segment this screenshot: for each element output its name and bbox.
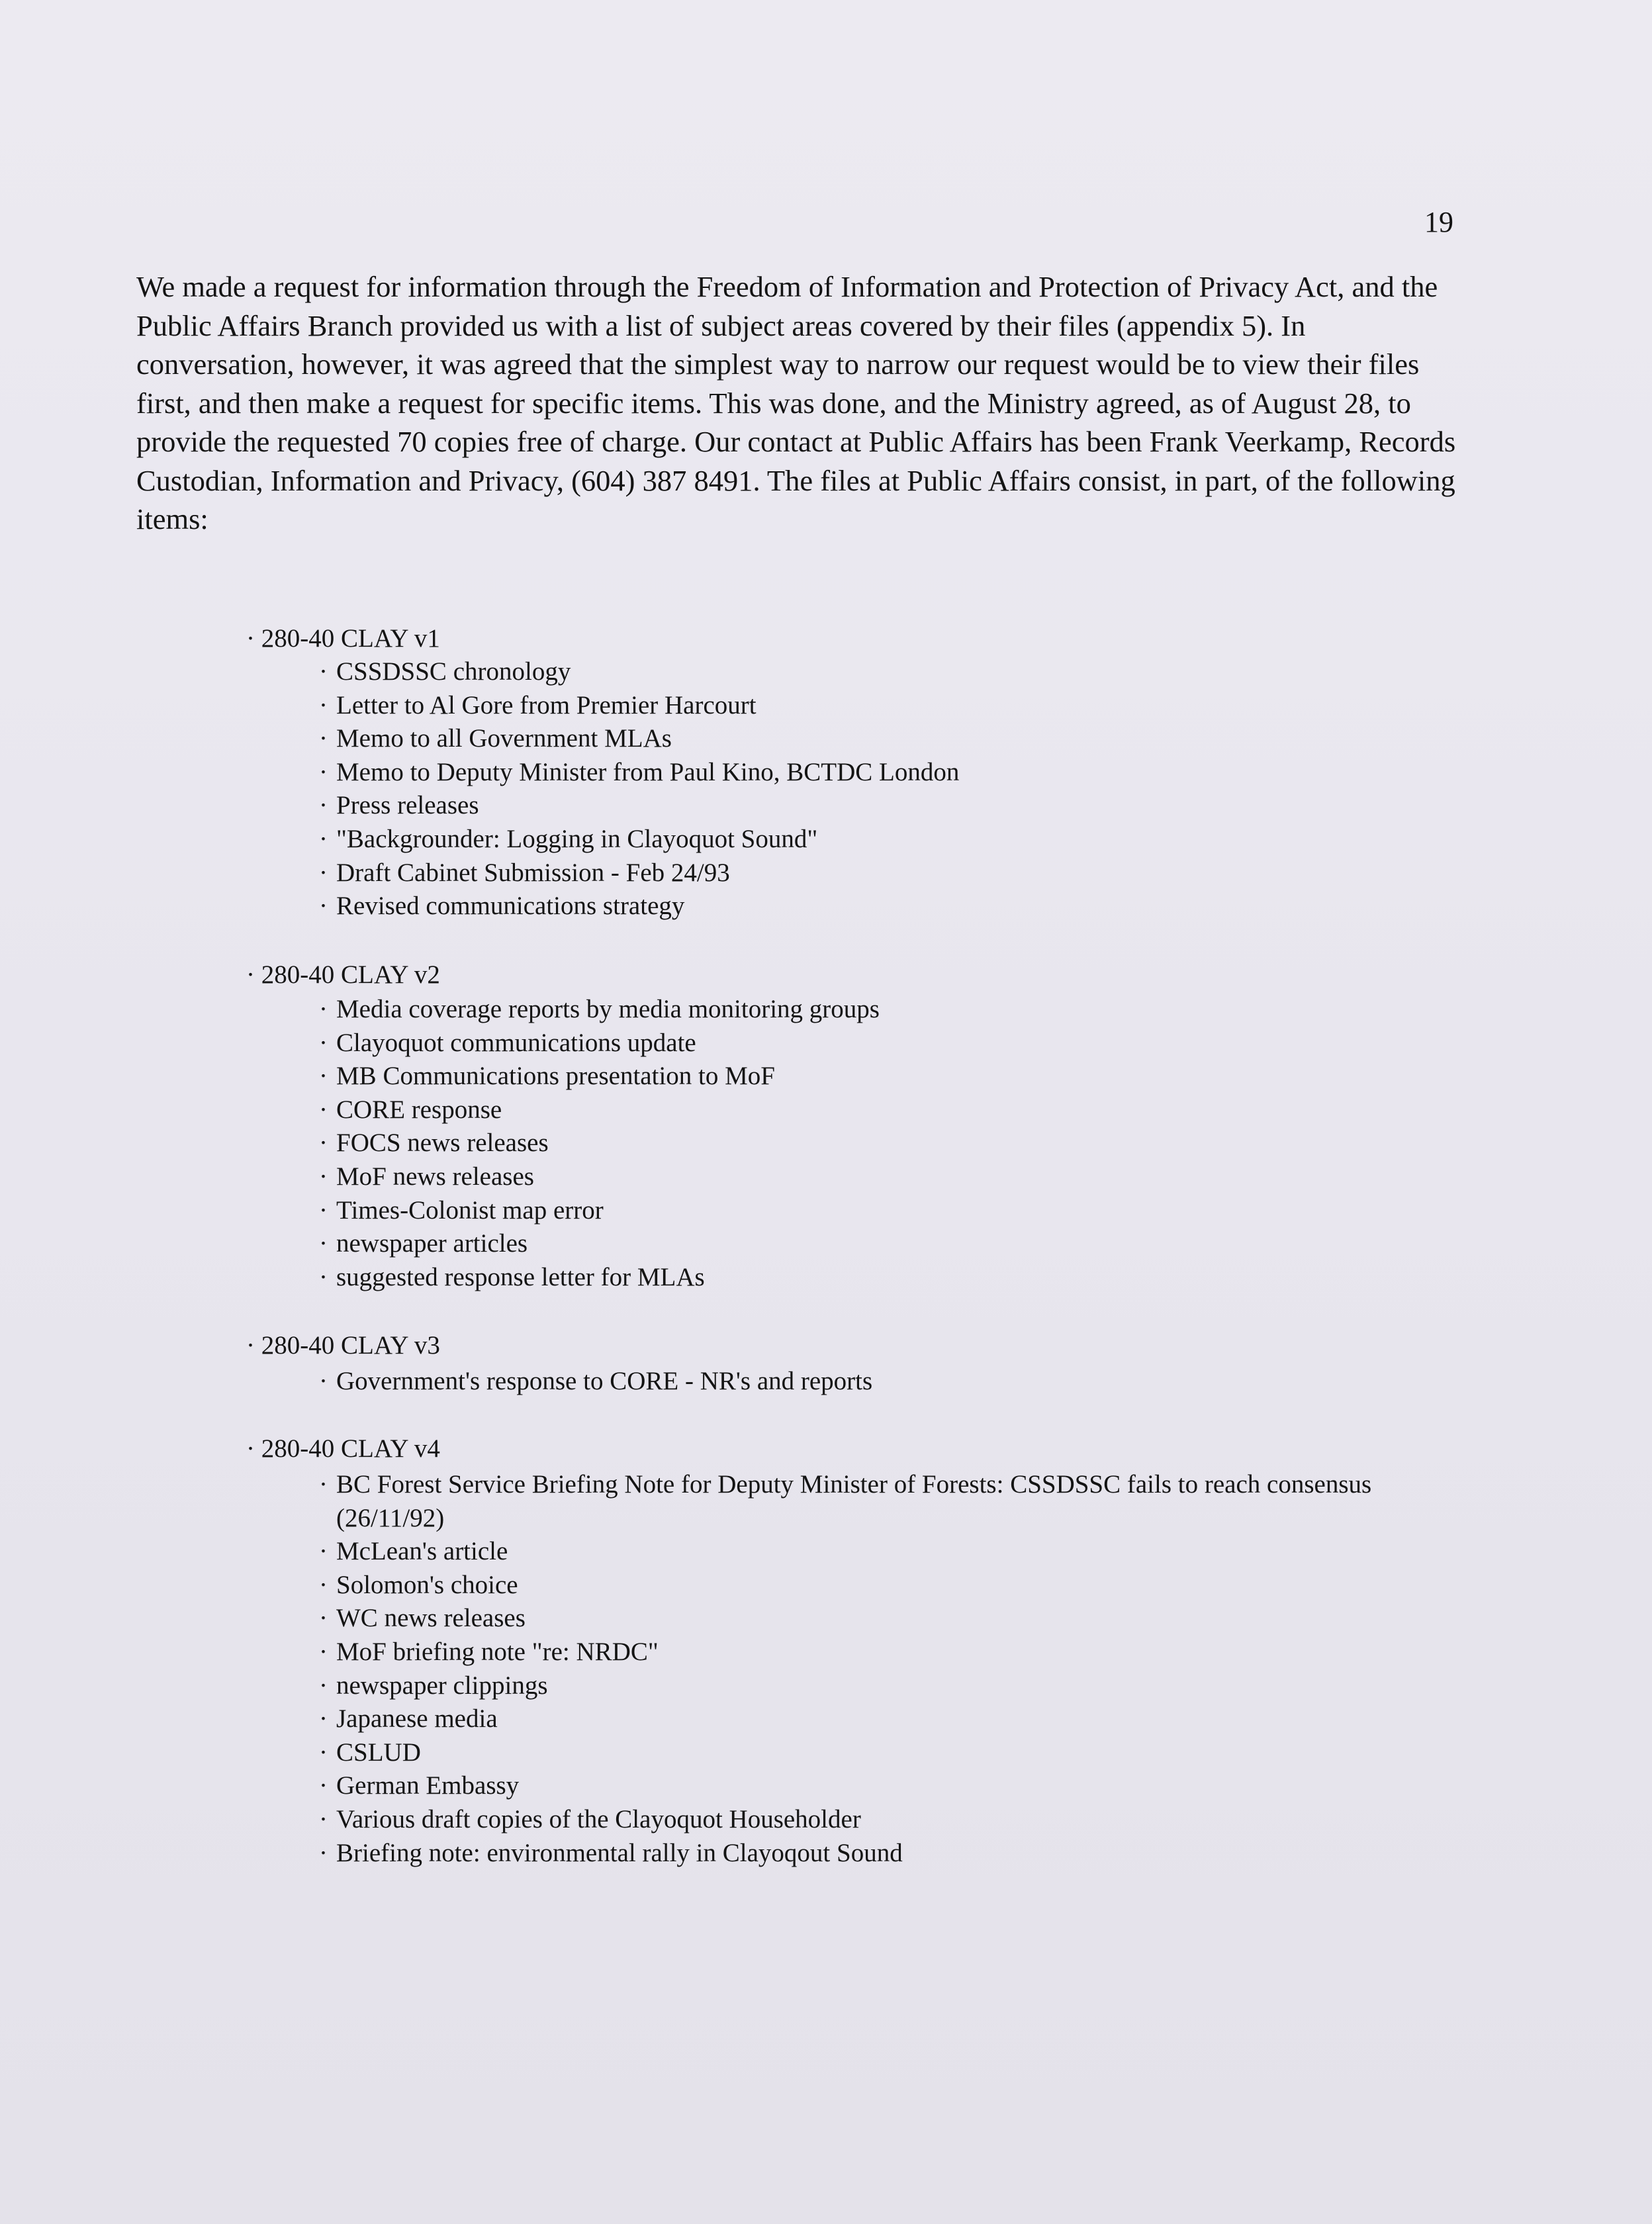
list-item-text: MB Communications presentation to MoF [336, 1062, 775, 1091]
list-item-text: MoF news releases [336, 1162, 534, 1191]
bullet: · [319, 1637, 328, 1666]
list-item [319, 993, 1422, 1027]
bullet: · [319, 1771, 328, 1800]
bullet: · [319, 1537, 328, 1566]
list-item [319, 1636, 1422, 1669]
bullet: · [319, 824, 328, 853]
bullet: · [319, 791, 328, 820]
list-item-text: McLean's article [336, 1537, 508, 1566]
list-item-text: BC Forest Service Briefing Note for Deputy Minister of Forests: CSSDSSC fails to reach consensus (26/11/92) [336, 1470, 1372, 1532]
group-label-v4 [246, 1432, 440, 1465]
bullet: · [319, 1570, 328, 1599]
group-label-text: 280-40 CLAY v4 [261, 1434, 440, 1463]
bullet: · [319, 1604, 328, 1633]
bullet: · [319, 657, 328, 686]
list-item-text: FOCS news releases [336, 1129, 549, 1158]
list-item [319, 1261, 1422, 1295]
list-item [319, 1093, 1422, 1127]
list-item-text: Briefing note: environmental rally in Clayoqout Sound [336, 1838, 903, 1867]
group-items-v1 [319, 655, 1422, 923]
list-item [319, 1837, 1422, 1871]
list-item [319, 823, 1422, 857]
bullet: · [319, 1129, 328, 1158]
group-label-v1 [246, 622, 440, 655]
list-item-text: newspaper articles [336, 1229, 528, 1258]
list-item-text: Letter to Al Gore from Premier Harcourt [336, 690, 757, 719]
list-item-text: Media coverage reports by media monitoring groups [336, 995, 880, 1023]
list-item [319, 1569, 1422, 1602]
list-item [319, 689, 1422, 723]
list-item [319, 756, 1422, 790]
bullet: · [319, 1162, 328, 1191]
bullet: · [319, 858, 328, 887]
bullet: · [319, 1095, 328, 1124]
list-item-text: CSSDSSC chronology [336, 657, 571, 686]
list-item-text: WC news releases [336, 1604, 526, 1633]
list-item-text: CORE response [336, 1095, 502, 1124]
list-item [319, 890, 1422, 923]
page-number: 19 [1424, 206, 1453, 238]
list-item-text: suggested response letter for MLAs [336, 1262, 705, 1291]
list-item [319, 655, 1422, 689]
list-item [319, 1669, 1422, 1703]
bullet: · [319, 1262, 328, 1291]
list-item-text: Solomon's choice [336, 1570, 518, 1599]
list-item-text: newspaper clippings [336, 1671, 548, 1700]
list-item-text: Various draft copies of the Clayoquot Householder [336, 1804, 861, 1833]
bullet: · [319, 1804, 328, 1833]
group-label-text: 280-40 CLAY v3 [261, 1331, 440, 1360]
list-item-text: Times-Colonist map error [336, 1195, 604, 1225]
bullet: · [319, 757, 328, 786]
list-item-text: "Backgrounder: Logging in Clayoquot Sound" [336, 824, 818, 853]
bullet: · [319, 1838, 328, 1867]
list-item [319, 1535, 1422, 1569]
list-item-text: Government's response to CORE - NR's and reports [336, 1367, 873, 1395]
bullet: · [246, 624, 255, 653]
list-item [319, 1769, 1422, 1803]
bullet: · [319, 1062, 328, 1091]
bullet: · [246, 960, 255, 989]
list-item-text: Memo to Deputy Minister from Paul Kino, BCTDC London [336, 757, 960, 786]
group-label-text: 280-40 CLAY v1 [261, 624, 440, 653]
list-item [319, 1365, 1422, 1399]
list-item [319, 1803, 1422, 1837]
list-item-text: Draft Cabinet Submission - Feb 24/93 [336, 858, 730, 887]
list-item [319, 1027, 1422, 1060]
list-item-text: Press releases [336, 791, 479, 820]
list-item [319, 1127, 1422, 1160]
list-item-text: MoF briefing note "re: NRDC" [336, 1637, 659, 1666]
list-item [319, 1702, 1422, 1736]
group-label-text: 280-40 CLAY v2 [261, 960, 440, 989]
bullet: · [246, 1434, 255, 1463]
bullet: · [319, 892, 328, 921]
group-items-v4 [319, 1468, 1422, 1870]
list-item [319, 1736, 1422, 1770]
bullet: · [319, 995, 328, 1023]
list-item [319, 1227, 1422, 1261]
list-item-text: German Embassy [336, 1771, 520, 1800]
bullet: · [319, 1704, 328, 1734]
group-label-v2 [246, 958, 440, 992]
list-item [319, 722, 1422, 756]
list-item [319, 1060, 1422, 1093]
list-item-text: Clayoquot communications update [336, 1028, 696, 1057]
list-item [319, 1602, 1422, 1636]
group-items-v2 [319, 993, 1422, 1294]
list-item [319, 1160, 1422, 1194]
list-item [319, 1468, 1422, 1535]
bullet: · [319, 1195, 328, 1225]
bullet: · [319, 1028, 328, 1057]
intro-paragraph: We made a request for information through the Freedom of Information and Protection of Privacy Act, and the Public Affairs Branch provided us with a list of subject areas covered by their files (appendix 5). In conversation, however, it was agreed that the simplest way to narrow our request would be to view their files first, and then make a request for specific items. This was done, and the Ministry agreed, as of August 28, to provide the requested 70 copies free of charge. Our contact at Public Affairs has been Frank Veerkamp, Records Custodian, Information and Privacy, (604) 387 8491. The files at Public Affairs consist, in part, of the following items: [136, 270, 1456, 535]
list-item [319, 789, 1422, 823]
bullet: · [319, 1229, 328, 1258]
list-item [319, 857, 1422, 890]
list-item-text: Memo to all Government MLAs [336, 724, 672, 753]
bullet: · [319, 724, 328, 753]
bullet: · [319, 1470, 328, 1499]
bullet: · [319, 1671, 328, 1700]
list-item-text: Japanese media [336, 1704, 498, 1734]
bullet: · [319, 1367, 328, 1395]
bullet: · [319, 690, 328, 719]
bullet: · [246, 1331, 255, 1360]
bullet: · [319, 1738, 328, 1767]
group-items-v3 [319, 1365, 1422, 1399]
list-item-text: CSLUD [336, 1738, 421, 1767]
list-item-text: Revised communications strategy [336, 892, 685, 921]
list-item [319, 1194, 1422, 1228]
group-label-v3 [246, 1329, 440, 1362]
